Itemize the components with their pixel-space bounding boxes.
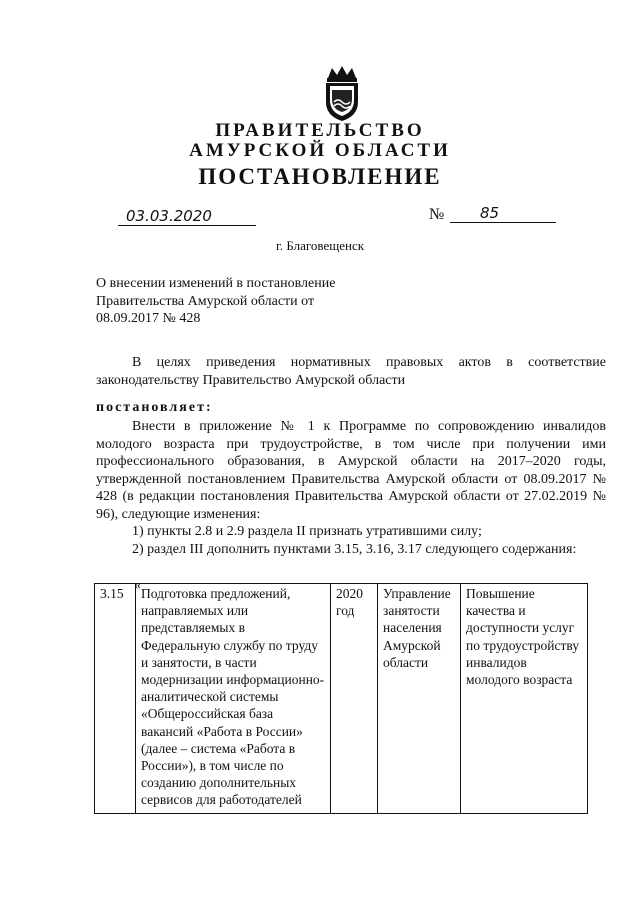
cell-number: 3.15 <box>95 584 136 814</box>
opening-quote: « <box>134 578 141 593</box>
gov-title-line2: АМУРСКОЙ ОБЛАСТИ <box>189 140 451 161</box>
table-row <box>95 584 588 814</box>
paragraph-changes: Внести в приложение № 1 к Программе по сопровождению инвалидов молодого возраста при трудоустройстве, в том числе при получении ими профессионального образования, в Амурской области на 2017–2020 годы, утвержденной постановлением Правительства Амурской области от 08.09.2017 № 428 (в редакции постановления Правительства Амурской области от 27.02.2019 № 96), следующие изменения: <box>96 419 606 522</box>
cell-executor: Управление занятости населения Амурской области <box>378 584 461 814</box>
preamble: В целях приведения нормативных правовых актов в соответствие законодательству Правительство Амурской области <box>96 355 606 388</box>
cell-result: Повышение качества и доступности услуг по трудоустройству инвалидов молодого возраста <box>461 584 588 814</box>
paragraph-item-2: 2) раздел III дополнить пунктами 3.15, 3.16, 3.17 следующего содержания: <box>132 542 577 557</box>
document-number: 85 <box>450 204 556 223</box>
cell-year: 2020 год <box>331 584 378 814</box>
city: г. Благовещенск <box>275 238 365 253</box>
cell-action: Подготовка предложений, направляемых или представляемых в Федеральную службу по труду и занятости, в части модернизации информационно-аналитической системы «Общероссийская база вакансий «Работа в России» (далее – система «Работа в России»), в том числе по созданию дополнительных сервисов для работодателей <box>136 584 331 814</box>
document-type: ПОСТАНОВЛЕНИЕ <box>198 164 442 189</box>
document-subject: О внесении изменений в постановление Правительства Амурской области от 08.09.2017 № 428 <box>96 276 336 326</box>
number-label: № <box>429 206 445 223</box>
gov-title-line1: ПРАВИТЕЛЬСТВО <box>215 120 425 141</box>
paragraph-item-1: 1) пункты 2.8 и 2.9 раздела II признать утратившими силу; <box>132 524 482 539</box>
resolves-keyword: постановляет: <box>96 400 213 415</box>
document-date: 03.03.2020 <box>118 207 256 226</box>
coat-of-arms-icon <box>318 64 366 122</box>
measures-table <box>94 583 588 814</box>
